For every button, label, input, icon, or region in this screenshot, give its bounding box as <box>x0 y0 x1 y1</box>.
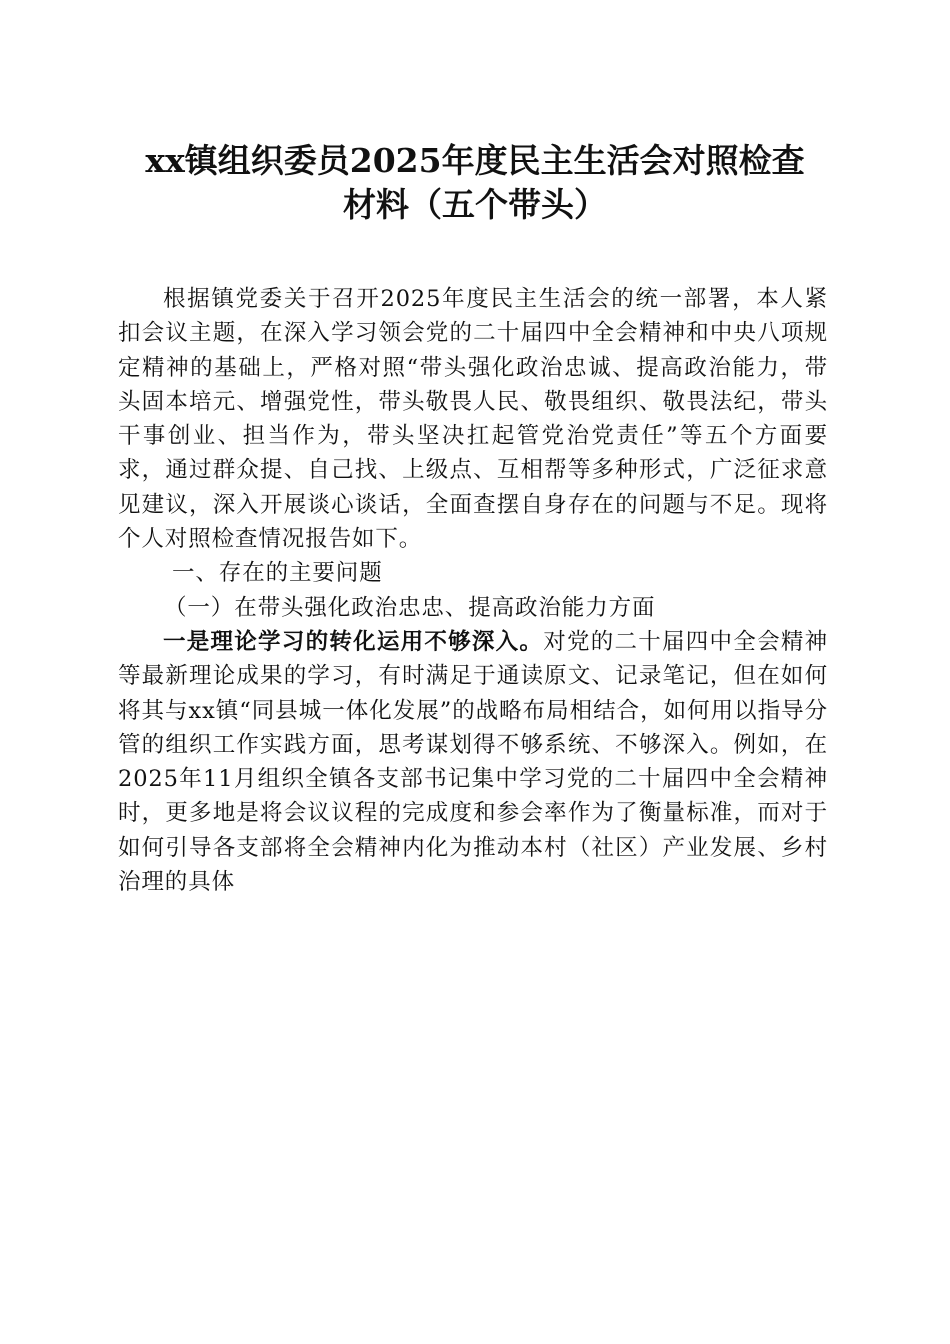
document-body <box>118 282 828 899</box>
problem-point-1 <box>118 625 828 899</box>
section-heading-problems: 一、存在的主要问题 <box>172 560 383 587</box>
problem-point-1-lead: 一是理论学习的转化运用不够深入。 <box>163 628 544 655</box>
intro-paragraph: 根据镇党委关于召开2025年度民主生活会的统一部署，本人紧扣会议主题，在深入学习领会党的二十届四中全会精神和中央八项规定精神的基础上，严格对照“带头强化政治忠诚、提高政治能力，带头固本培元、增强党性，带头敬畏人民、敬畏组织、敬畏法纪，带头干事创业、担当作为，带头坚决扛起管党治党责任”等五个方面要求，通过群众提、自己找、上级点、互相帮等多种形式，广泛征求意见建议，深入开展谈心谈话，全面查摆自身存在的问题与不足。现将个人对照检查情况报告如下。 <box>118 286 828 553</box>
document-title-line-1: xx镇组织委员2025年度民主生活会对照检查 <box>145 141 805 180</box>
document-title-line-2: 材料（五个带头） <box>343 185 607 224</box>
subsection-heading-political-loyalty: （一）在带头强化政治忠忠、提高政治能力方面 <box>164 594 656 621</box>
problem-point-1-text: 对党的二十届四中全会精神等最新理论成果的学习，有时满足于通读原文、记录笔记，但在如何将其与xx镇“同县城一体化发展”的战略布局相结合，如何用以指导分管的组织工作实践方面，思考谋划得不够系统、不够深入。例如，在2025年11月组织全镇各支部书记集中学习党的二十届四中全会精神时，更多地是将会议议程的完成度和参会率作为了衡量标准，而对于如何引导各支部将全会精神内化为推动本村（社区）产业发展、乡村治理的具体 <box>118 628 828 896</box>
